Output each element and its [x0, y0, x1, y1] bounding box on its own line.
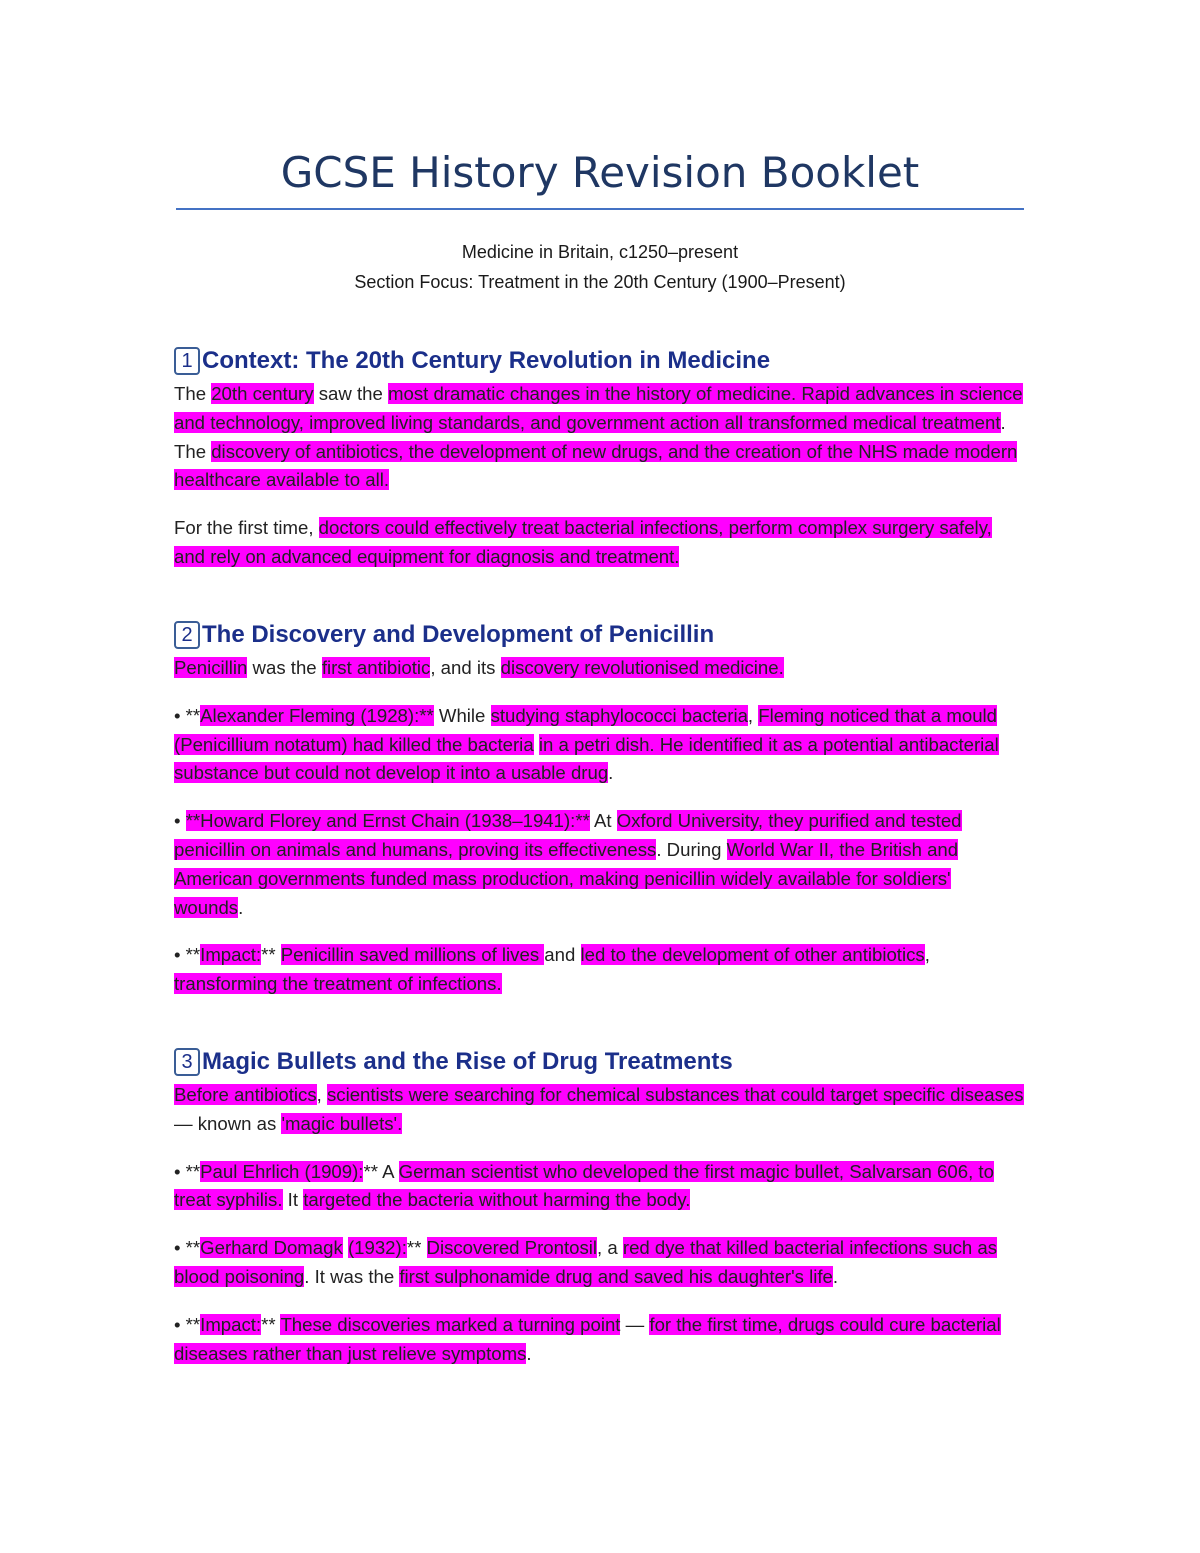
document-title: GCSE History Revision Booklet: [280, 148, 920, 197]
text-run: The: [174, 383, 212, 404]
section-heading-text: Magic Bullets and the Rise of Drug Treatments: [202, 1048, 733, 1075]
section-heading-text: Context: The 20th Century Revolution in Medicine: [202, 347, 771, 374]
section-heading-text: The Discovery and Development of Penicillin: [202, 621, 715, 648]
text-run: At: [589, 810, 617, 832]
paragraph: [174, 514, 1024, 572]
text-run: —: [620, 1313, 650, 1335]
highlighted-text: Impact:: [200, 1313, 262, 1335]
text-run: • **: [174, 1313, 201, 1335]
highlighted-text: German scientist who developed the first magic bullet, Salvarsan 606, to treat syphilis.: [174, 1160, 994, 1211]
text-run: • **: [174, 704, 201, 726]
number-two-icon: 2: [174, 621, 200, 649]
highlighted-text: Gerhard Domagk: [200, 1237, 343, 1259]
text-run: ** A: [363, 1160, 399, 1182]
highlighted-text: first sulphonamide drug and saved his daughter's life: [399, 1265, 833, 1287]
highlighted-text: Before antibiotics: [174, 1084, 317, 1105]
paragraph: [174, 1081, 1024, 1139]
paragraph: [174, 1158, 1024, 1216]
section-1: [174, 346, 1024, 572]
paragraph: [174, 380, 1024, 495]
text-run: • **: [174, 1237, 201, 1259]
text-run: • **: [174, 944, 201, 966]
highlighted-text: transforming the treatment of infections.: [174, 973, 502, 995]
subtitle-section-focus: Section Focus: Treatment in the 20th Century (1900–Present): [354, 272, 846, 292]
section-heading: [174, 620, 1024, 650]
text-run: .: [832, 1265, 839, 1287]
title-divider: [176, 208, 1024, 210]
highlighted-text: 20th century: [211, 383, 314, 404]
paragraph: [174, 1234, 1024, 1292]
highlighted-text: in a petri dish. He identified it as a potential antibacterial substance but could not develop it into a usable drug: [174, 733, 999, 784]
section-heading: [174, 346, 1024, 376]
text-run: • **: [174, 1160, 201, 1182]
paragraph: [174, 941, 1024, 999]
text-run: , a: [597, 1237, 623, 1259]
text-run: For the first time,: [174, 517, 319, 539]
text-run: and: [544, 944, 581, 966]
highlighted-text: These discoveries marked a turning point: [280, 1313, 621, 1335]
highlighted-text: doctors could effectively treat bacterial infections, perform complex surgery safely, and rely on advanced equipment for diagnosis and treatment.: [174, 517, 992, 567]
text-run: .: [608, 762, 614, 784]
highlighted-text: for the first time, drugs could cure bacterial diseases rather than just relieve symptoms: [174, 1313, 1001, 1364]
highlighted-text: (1932):: [347, 1237, 407, 1259]
text-run: **: [261, 1313, 281, 1335]
highlighted-text: first antibiotic: [321, 657, 431, 678]
paragraph: [174, 807, 1024, 922]
paragraph: [174, 654, 1024, 683]
text-run: . The: [174, 411, 1006, 462]
highlighted-text: studying staphylococci bacteria: [490, 704, 748, 726]
highlighted-text: Penicillin: [174, 657, 248, 678]
number-three-icon: 3: [174, 1048, 200, 1076]
highlighted-text: red dye that killed bacterial infections such as blood poisoning: [174, 1237, 998, 1287]
section-heading: [174, 1047, 1024, 1077]
highlighted-text: Discovered Prontosil: [426, 1237, 598, 1259]
text-run: ,: [924, 944, 930, 966]
text-run: , and its: [430, 657, 501, 678]
text-run: **: [406, 1237, 427, 1259]
text-run: was the: [247, 657, 322, 678]
highlighted-text: Fleming noticed that a mould (Penicillium notatum) had killed the bacteria: [174, 704, 998, 755]
highlighted-text: Alexander Fleming (1928):**: [200, 704, 434, 726]
text-run: . It was the: [304, 1265, 400, 1287]
highlighted-text: discovery of antibiotics, the development of new drugs, and the creation of the NHS made modern healthcare available to all.: [174, 440, 1018, 491]
highlighted-text: led to the development of other antibiotics: [580, 944, 925, 966]
text-run: — known as: [174, 1112, 282, 1134]
number-one-icon: 1: [174, 347, 200, 375]
highlighted-text: Paul Ehrlich (1909):: [200, 1160, 364, 1182]
text-run: **: [261, 944, 281, 966]
highlighted-text: Oxford University, they purified and tested penicillin on animals and humans, proving its effectiveness: [174, 810, 962, 860]
text-run: .: [238, 896, 244, 918]
subtitle-topic: Medicine in Britain, c1250–present: [461, 242, 739, 262]
highlighted-text: scientists were searching for chemical substances that could target specific diseases: [326, 1084, 1024, 1105]
highlighted-text: Impact:: [200, 944, 262, 966]
text-run: It: [282, 1189, 304, 1211]
highlighted-text: Penicillin saved millions of lives: [280, 944, 545, 966]
section-2: [174, 620, 1024, 999]
highlighted-text: targeted the bacteria without harming the body.: [303, 1189, 691, 1211]
text-run: While: [433, 704, 491, 726]
highlighted-text: **Howard Florey and Ernst Chain (1938–1941):**: [185, 810, 590, 832]
text-run: .: [526, 1342, 532, 1364]
text-run: . During: [656, 838, 727, 860]
highlighted-text: World War II, the British and American governments funded mass production, making penicillin widely available for soldiers' wounds: [174, 838, 959, 918]
paragraph: [174, 702, 1024, 788]
text-run: ,: [316, 1084, 327, 1105]
highlighted-text: 'magic bullets'.: [281, 1112, 403, 1134]
text-run: saw the: [313, 383, 388, 404]
paragraph: [174, 1311, 1024, 1369]
section-3: [174, 1047, 1024, 1368]
highlighted-text: most dramatic changes in the history of medicine. Rapid advances in science and technology, improved living standards, and government action all transformed medical treatment: [174, 383, 1023, 433]
text-run: •: [174, 810, 186, 832]
highlighted-text: discovery revolutionised medicine.: [500, 657, 784, 678]
text-run: ,: [747, 704, 759, 726]
